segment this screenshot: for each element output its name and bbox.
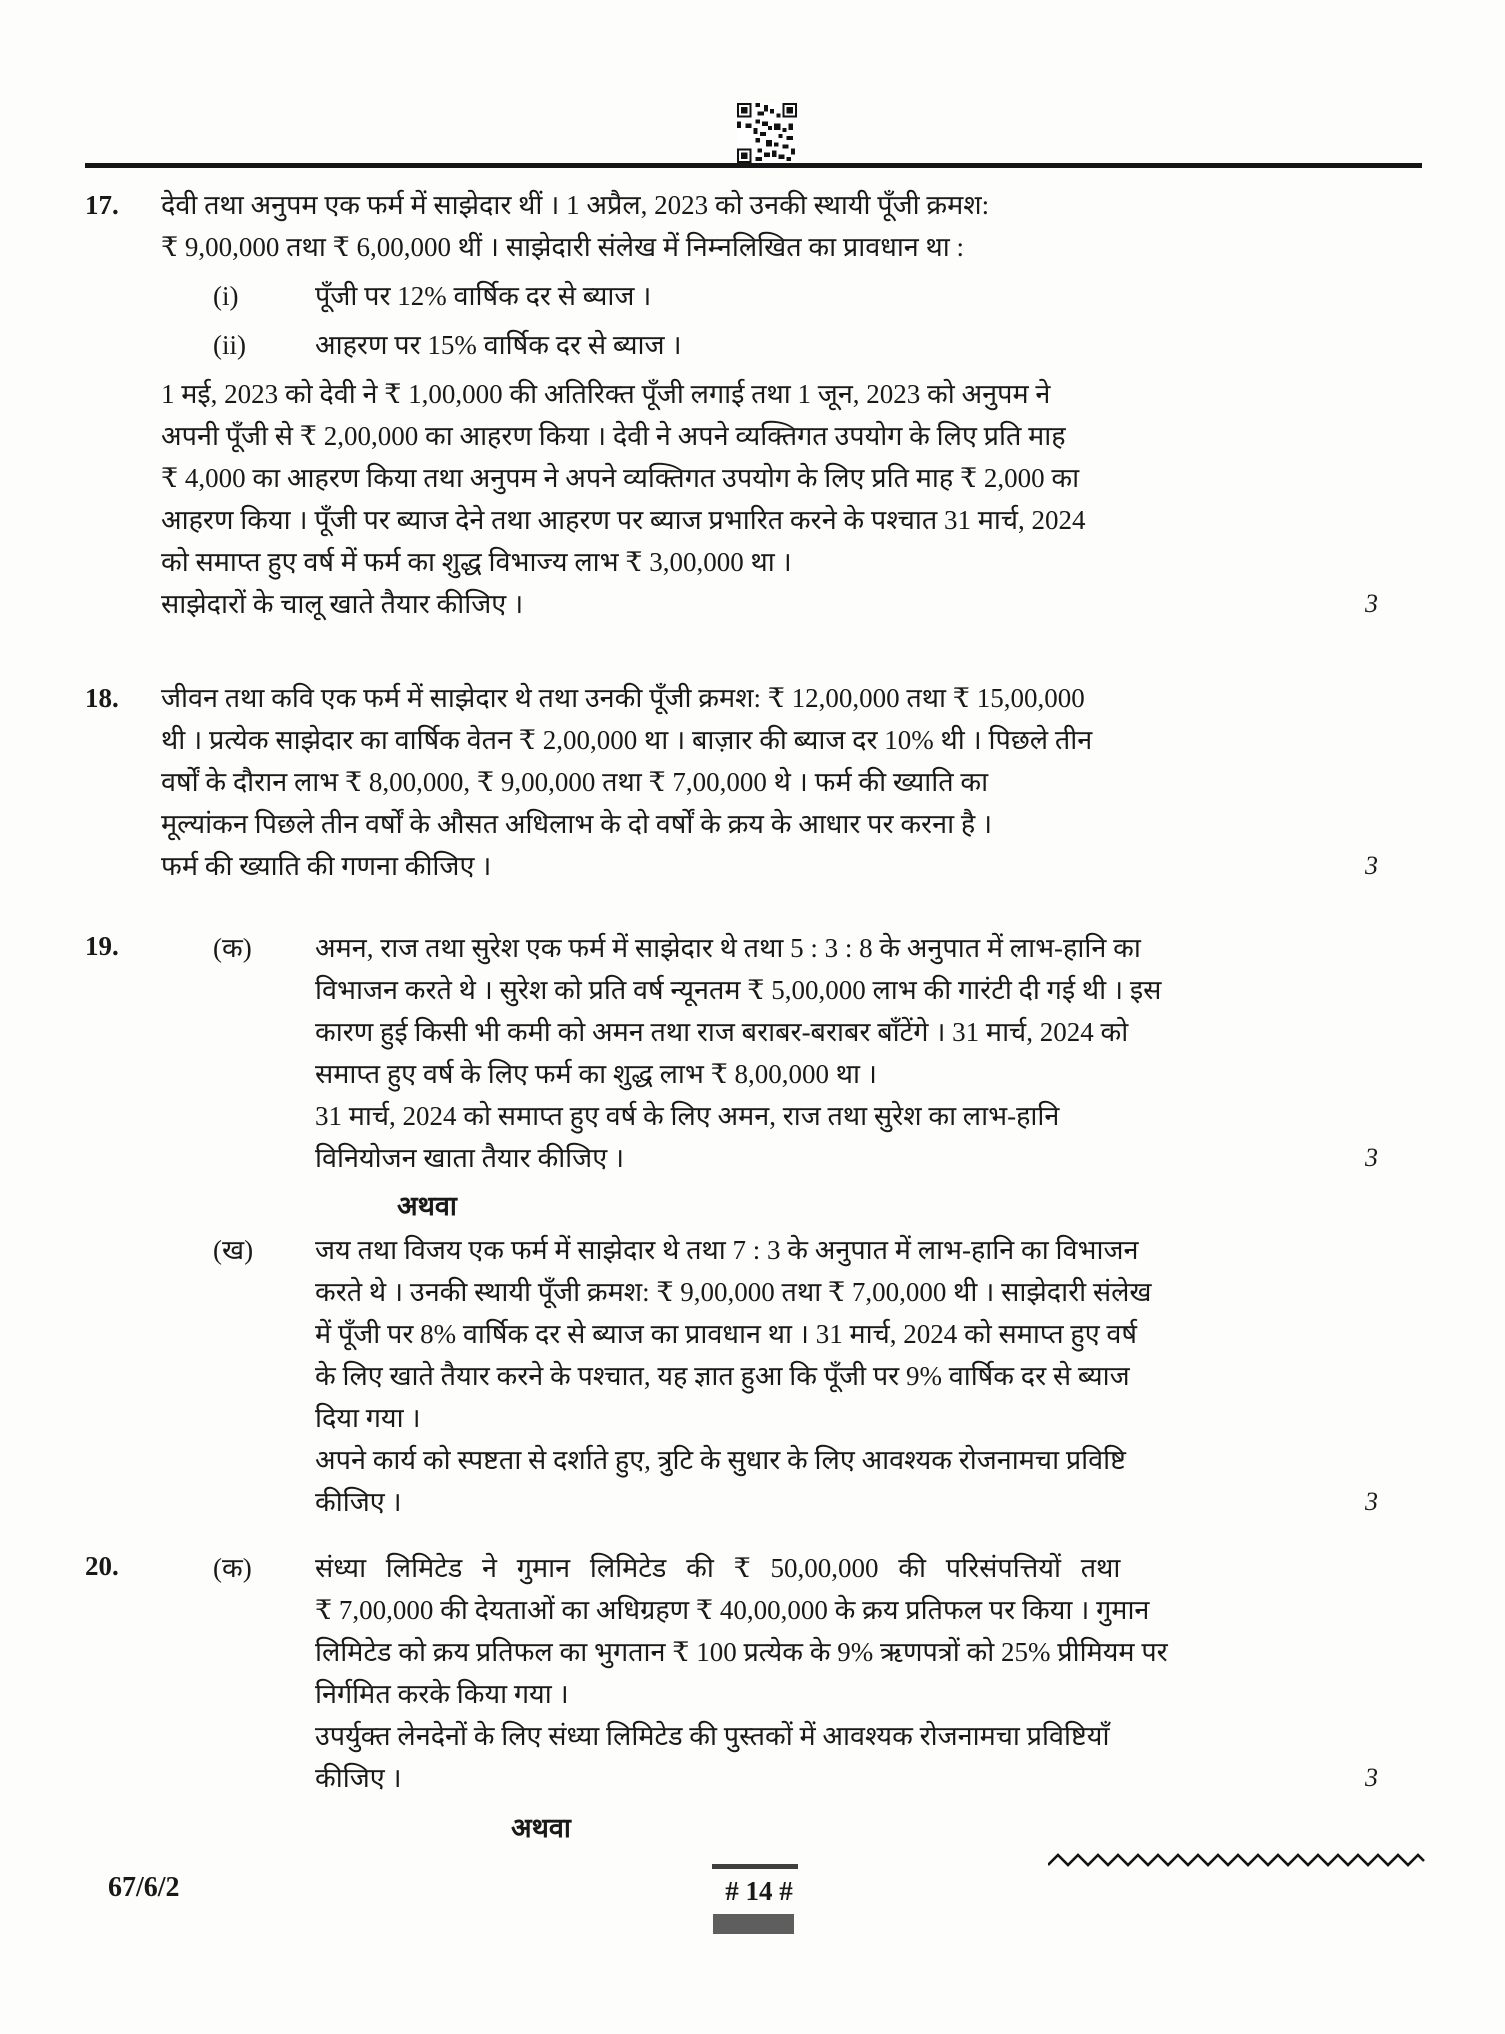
question-text-line: ₹ 7,00,000 की देयताओं का अधिग्रहण ₹ 40,00,000 के क्रय प्रतिफल पर किया । गुमान (315, 1595, 1150, 1625)
question-task-line: उपर्युक्त लेनदेनों के लिए संध्या लिमिटेड की पुस्तकों में आवश्यक रोजनामचा प्रविष्टियाँ (315, 1721, 1110, 1751)
question-19 (85, 925, 1430, 1523)
page-number-top-rule (712, 1864, 798, 1869)
question-task-line (161, 845, 1378, 887)
question-text-line: अपनी पूँजी से ₹ 2,00,000 का आहरण किया । देवी ने अपने व्यक्तिगत उपयोग के लिए प्रति माह (161, 421, 1066, 451)
question-text-line: लिमिटेड को क्रय प्रतिफल का भुगतान ₹ 100 प्रत्येक के 9% ऋणपत्रों को 25% प्रीमियम पर (315, 1637, 1168, 1667)
question-part-a (161, 927, 1425, 1179)
question-text-line: निर्गमित करके किया गया । (315, 1679, 569, 1709)
question-text-line: देवी तथा अनुपम एक फर्म में साझेदार थीं । 1 अप्रैल, 2023 को उनकी स्थायी पूँजी क्रमश: (161, 190, 990, 220)
sub-item (161, 324, 1425, 366)
question-text-line: दिया गया । (315, 1403, 421, 1433)
sub-item-text: पूँजी पर 12% वार्षिक दर से ब्याज । (315, 281, 652, 311)
question-text-line: ₹ 4,000 का आहरण किया तथा अनुपम ने अपने व्यक्तिगत उपयोग के लिए प्रति माह ₹ 2,000 का (161, 463, 1080, 493)
question-18 (85, 677, 1430, 887)
question-text-line: वर्षों के दौरान लाभ ₹ 8,00,000, ₹ 9,00,000 तथा ₹ 7,00,000 थे । फर्म की ख्याति का (161, 767, 989, 797)
part-label: (क) (213, 933, 252, 963)
question-task-text: साझेदारों के चालू खाते तैयार कीजिए । (161, 589, 524, 619)
marks-value: 3 (1365, 851, 1378, 880)
question-number: 19. (85, 931, 119, 961)
sub-item-label: (i) (213, 281, 239, 311)
question-text-line: को समाप्त हुए वर्ष में फर्म का शुद्ध विभाज्य लाभ ₹ 3,00,000 था । (161, 547, 792, 577)
question-task-text: कीजिए । (315, 1487, 402, 1517)
part-label: (ख) (213, 1235, 254, 1265)
qr-code (737, 103, 797, 163)
question-text-line: 1 मई, 2023 को देवी ने ₹ 1,00,000 की अतिरिक्त पूँजी लगाई तथा 1 जून, 2023 को अनुपम ने (161, 379, 1051, 409)
question-text-line: ₹ 9,00,000 तथा ₹ 6,00,000 थीं । साझेदारी संलेख में निम्नलिखित का प्रावधान था : (161, 232, 965, 262)
question-task-line (161, 583, 1378, 625)
question-task-line: अपने कार्य को स्पष्टता से दर्शाते हुए, त्रुटि के सुधार के लिए आवश्यक रोजनामचा प्रविष्टि (315, 1445, 1126, 1475)
marks-value: 3 (1365, 1763, 1378, 1792)
question-text-line: जय तथा विजय एक फर्म में साझेदार थे तथा 7 : 3 के अनुपात में लाभ-हानि का विभाजन (315, 1235, 1139, 1265)
question-17 (85, 184, 1430, 625)
question-paragraph (161, 373, 1425, 583)
question-task-line: 31 मार्च, 2024 को समाप्त हुए वर्ष के लिए अमन, राज तथा सुरेश का लाभ-हानि (315, 1101, 1060, 1131)
squiggle-line (1048, 1850, 1425, 1872)
footer-gray-bar (713, 1914, 794, 1934)
questions-area (85, 184, 1430, 1851)
question-task-line (315, 1757, 1378, 1799)
question-text-line: मूल्यांकन पिछले तीन वर्षों के औसत अधिलाभ के दो वर्षों के क्रय के आधार पर करना है । (161, 809, 993, 839)
question-task-line (315, 1481, 1378, 1523)
question-text-line: समाप्त हुए वर्ष के लिए फर्म का शुद्ध लाभ ₹ 8,00,000 था । (315, 1059, 878, 1089)
marks-value: 3 (1365, 1487, 1378, 1516)
question-part-b (161, 1229, 1425, 1523)
question-text-line: अमन, राज तथा सुरेश एक फर्म में साझेदार थे तथा 5 : 3 : 8 के अनुपात में लाभ-हानि का (315, 933, 1141, 963)
or-separator: अथवा (511, 1813, 571, 1843)
question-text-line: संध्या लिमिटेड ने गुमान लिमिटेड की ₹ 50,00,000 की परिसंपत्तियों तथा (315, 1553, 1121, 1583)
question-text-line: कारण हुई किसी भी कमी को अमन तथा राज बराबर-बराबर बाँटेंगे । 31 मार्च, 2024 को (315, 1017, 1129, 1047)
or-separator: अथवा (397, 1191, 457, 1221)
question-text-line: जीवन तथा कवि एक फर्म में साझेदार थे तथा उनकी पूँजी क्रमश: ₹ 12,00,000 तथा ₹ 15,00,000 (161, 683, 1085, 713)
marks-value: 3 (1365, 589, 1378, 618)
question-task-text: विनियोजन खाता तैयार कीजिए । (315, 1143, 625, 1173)
question-number: 18. (85, 683, 119, 713)
page-number: # 14 # (725, 1876, 793, 1906)
question-task-text: फर्म की ख्याति की गणना कीजिए । (161, 851, 492, 881)
question-text-line: विभाजन करते थे । सुरेश को प्रति वर्ष न्यूनतम ₹ 5,00,000 लाभ की गारंटी दी गई थी । इस (315, 975, 1162, 1005)
paper-code: 67/6/2 (108, 1872, 180, 1903)
question-text-line: थी । प्रत्येक साझेदार का वार्षिक वेतन ₹ 2,00,000 था । बाज़ार की ब्याज दर 10% थी । पिछले तीन (161, 725, 1093, 755)
sub-item (161, 275, 1425, 317)
question-text-line: के लिए खाते तैयार करने के पश्चात, यह ज्ञात हुआ कि पूँजी पर 9% वार्षिक दर से ब्याज (315, 1361, 1130, 1391)
question-20 (85, 1545, 1430, 1851)
question-text-line: आहरण किया । पूँजी पर ब्याज देने तथा आहरण पर ब्याज प्रभारित करने के पश्चात 31 मार्च, 2024 (161, 505, 1086, 535)
question-text-line: करते थे । उनकी स्थायी पूँजी क्रमश: ₹ 9,00,000 तथा ₹ 7,00,000 थी । साझेदारी संलेख (315, 1277, 1152, 1307)
part-label: (क) (213, 1553, 252, 1583)
question-text-line: में पूँजी पर 8% वार्षिक दर से ब्याज का प्रावधान था । 31 मार्च, 2024 को समाप्त हुए वर्ष (315, 1319, 1137, 1349)
question-part-a (161, 1547, 1425, 1799)
header-divider-rule (85, 163, 1422, 168)
question-number: 20. (85, 1551, 119, 1581)
sub-item-label: (ii) (213, 330, 246, 360)
question-number: 17. (85, 190, 119, 220)
question-task-line (315, 1137, 1378, 1179)
sub-item-text: आहरण पर 15% वार्षिक दर से ब्याज । (315, 330, 682, 360)
marks-value: 3 (1365, 1143, 1378, 1172)
question-task-text: कीजिए । (315, 1763, 402, 1793)
